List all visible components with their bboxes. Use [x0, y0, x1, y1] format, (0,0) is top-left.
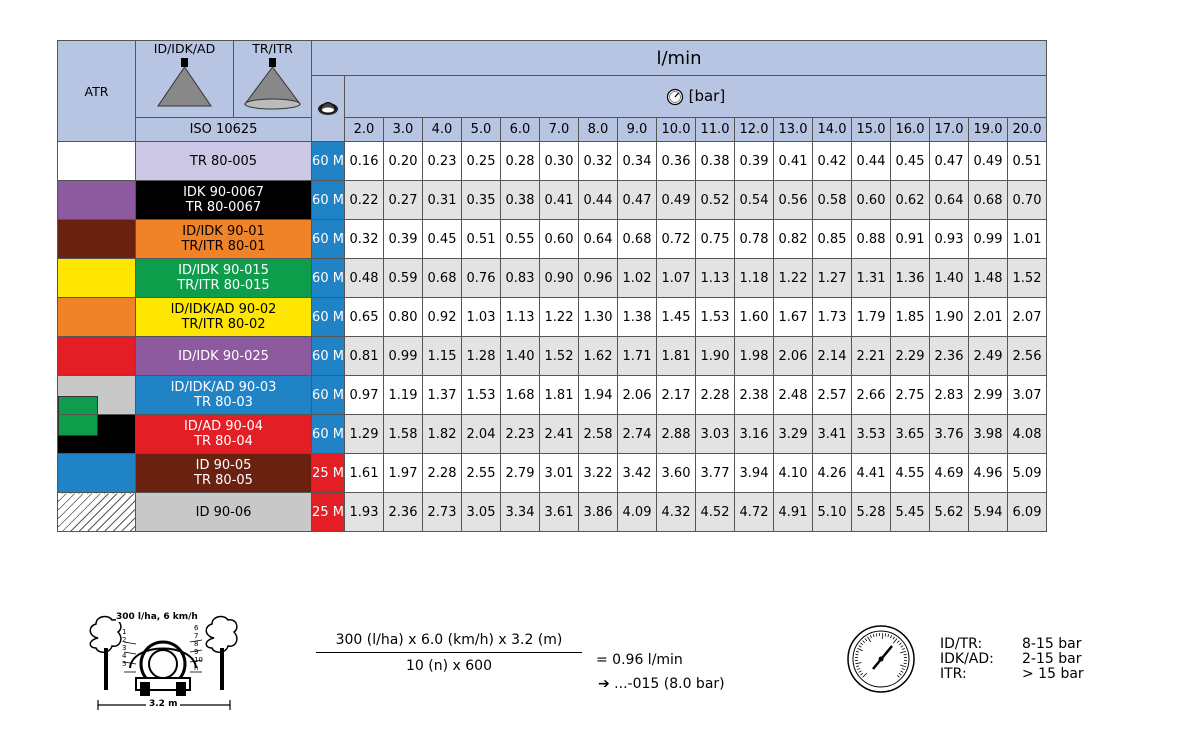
filter-mesh: 60 M	[312, 259, 345, 298]
flow-rate-cell: 0.35	[462, 181, 501, 220]
flow-rate-cell: 3.76	[930, 415, 969, 454]
pressure-gauge-large-icon	[846, 624, 916, 694]
flow-rate-cell: 1.97	[384, 454, 423, 493]
flow-rate-cell: 4.41	[852, 454, 891, 493]
flow-rate-cell: 2.99	[969, 376, 1008, 415]
flow-rate-cell: 1.79	[852, 298, 891, 337]
flow-rate-cell: 2.79	[501, 454, 540, 493]
flow-rate-cell: 1.31	[852, 259, 891, 298]
flow-rate-cell: 2.58	[579, 415, 618, 454]
filter-mesh: 60 M	[312, 298, 345, 337]
flow-rate-cell: 1.01	[1008, 220, 1047, 259]
flow-rate-cell: 1.36	[891, 259, 930, 298]
nozzle-name: ID 90-06	[136, 493, 312, 532]
flow-rate-cell: 2.29	[891, 337, 930, 376]
table-row	[58, 142, 1047, 181]
flow-rate-cell: 0.51	[1008, 142, 1047, 181]
pressure-value: 11.0	[696, 118, 735, 142]
flow-rate-cell: 0.68	[423, 259, 462, 298]
flow-rate-cell: 1.52	[540, 337, 579, 376]
flow-rate-cell: 6.09	[1008, 493, 1047, 532]
nozzle-type-a-label: ID/IDK/AD	[153, 41, 216, 56]
flow-rate-cell: 2.17	[657, 376, 696, 415]
flow-rate-cell: 1.22	[774, 259, 813, 298]
flow-rate-cell: 0.99	[384, 337, 423, 376]
flow-rate-cell: 0.39	[735, 142, 774, 181]
flow-rate-cell: 0.22	[345, 181, 384, 220]
flow-rate-cell: 3.86	[579, 493, 618, 532]
atr-color-swatch	[58, 415, 136, 454]
flow-rate-cell: 0.60	[852, 181, 891, 220]
flow-rate-cell: 3.29	[774, 415, 813, 454]
flow-rate-cell: 0.56	[774, 181, 813, 220]
nozzle-name: ID/IDK 90-015 TR/ITR 80-015	[136, 259, 312, 298]
atr-green-tab	[58, 415, 98, 437]
filter-header	[312, 76, 345, 142]
flow-rate-cell: 1.53	[462, 376, 501, 415]
flow-rate-cell: 4.91	[774, 493, 813, 532]
flow-rate-cell: 3.41	[813, 415, 852, 454]
flow-rate-cell: 0.44	[579, 181, 618, 220]
flow-rate-cell: 1.61	[345, 454, 384, 493]
flow-rate-cell: 0.92	[423, 298, 462, 337]
flow-rate-cell: 0.70	[1008, 181, 1047, 220]
flow-rate-cell: 3.05	[462, 493, 501, 532]
pressure-header	[345, 76, 1047, 118]
flow-rate-cell: 0.99	[969, 220, 1008, 259]
flow-rate-cell: 1.82	[423, 415, 462, 454]
flow-rate-cell: 4.72	[735, 493, 774, 532]
flow-rate-cell: 0.97	[345, 376, 384, 415]
flow-rate-cell: 2.04	[462, 415, 501, 454]
flow-rate-cell: 2.41	[540, 415, 579, 454]
flow-rate-cell: 0.32	[579, 142, 618, 181]
flow-rate-cell: 3.60	[657, 454, 696, 493]
pressure-value: 5.0	[462, 118, 501, 142]
nozzle-name: TR 80-005	[136, 142, 312, 181]
flow-rate-cell: 0.30	[540, 142, 579, 181]
flow-rate-cell: 0.27	[384, 181, 423, 220]
iso-label: ISO 10625	[136, 118, 312, 142]
flow-rate-cell: 1.71	[618, 337, 657, 376]
flow-rate-cell: 3.94	[735, 454, 774, 493]
atr-color-swatch	[58, 142, 136, 181]
atr-header: ATR	[58, 41, 136, 142]
flow-rate-cell: 3.42	[618, 454, 657, 493]
flow-rate-cell: 2.23	[501, 415, 540, 454]
pressure-gauge	[846, 624, 916, 698]
flow-rate-cell: 2.49	[969, 337, 1008, 376]
flow-rate-cell: 1.62	[579, 337, 618, 376]
flow-rate-cell: 0.51	[462, 220, 501, 259]
flow-rate-cell: 3.03	[696, 415, 735, 454]
flow-rate-cell: 1.40	[930, 259, 969, 298]
flow-rate-cell: 1.94	[579, 376, 618, 415]
flow-rate-cell: 2.28	[423, 454, 462, 493]
flow-rate-cell: 3.34	[501, 493, 540, 532]
flow-rate-cell: 3.65	[891, 415, 930, 454]
pressure-ranges	[940, 637, 1084, 682]
nozzle-name: IDK 90-0067 TR 80-0067	[136, 181, 312, 220]
flow-rate-cell: 4.32	[657, 493, 696, 532]
flow-rate-table	[57, 40, 1047, 532]
atr-color-swatch	[58, 376, 136, 415]
atr-color-swatch	[58, 493, 136, 532]
flow-rate-cell: 1.07	[657, 259, 696, 298]
pressure-value: 14.0	[813, 118, 852, 142]
hollow-cone-nozzle-icon	[240, 56, 306, 114]
flow-rate-cell: 1.19	[384, 376, 423, 415]
flow-rate-cell: 3.61	[540, 493, 579, 532]
flow-rate-cell: 4.52	[696, 493, 735, 532]
flow-rate-cell: 4.09	[618, 493, 657, 532]
flow-rate-cell: 0.68	[618, 220, 657, 259]
flow-rate-cell: 0.23	[423, 142, 462, 181]
flow-rate-cell: 0.16	[345, 142, 384, 181]
table-row	[58, 220, 1047, 259]
flow-rate-cell: 1.52	[1008, 259, 1047, 298]
pressure-value: 4.0	[423, 118, 462, 142]
flow-rate-cell: 1.18	[735, 259, 774, 298]
flow-rate-cell: 2.75	[891, 376, 930, 415]
formula-arrow-result: ➔ ...-015 (8.0 bar)	[598, 676, 725, 692]
flow-rate-cell: 2.36	[384, 493, 423, 532]
flow-rate-cell: 1.90	[696, 337, 735, 376]
flow-rate-cell: 1.93	[345, 493, 384, 532]
flow-rate-cell: 1.30	[579, 298, 618, 337]
flow-rate-cell: 0.64	[930, 181, 969, 220]
flow-rate-cell: 0.47	[618, 181, 657, 220]
flow-rate-cell: 3.07	[1008, 376, 1047, 415]
flow-rate-cell: 5.10	[813, 493, 852, 532]
flow-rate-cell: 0.85	[813, 220, 852, 259]
diagram-numbers-left: 1 2 3 4 5	[122, 628, 127, 668]
flow-rate-cell: 2.56	[1008, 337, 1047, 376]
atr-color-swatch	[58, 454, 136, 493]
flow-rate-cell: 1.68	[501, 376, 540, 415]
flow-rate-cell: 3.01	[540, 454, 579, 493]
flow-rate-cell: 0.52	[696, 181, 735, 220]
flow-rate-cell: 1.03	[462, 298, 501, 337]
flow-rate-cell: 4.69	[930, 454, 969, 493]
flow-rate-cell: 4.26	[813, 454, 852, 493]
flow-rate-cell: 2.66	[852, 376, 891, 415]
pressure-value: 10.0	[657, 118, 696, 142]
formula-denominator: 10 (n) x 600	[406, 658, 492, 674]
flow-rate-cell: 1.85	[891, 298, 930, 337]
flow-rate-cell: 0.31	[423, 181, 462, 220]
flow-rate-cell: 1.38	[618, 298, 657, 337]
flow-rate-cell: 1.28	[462, 337, 501, 376]
flow-rate-cell: 0.36	[657, 142, 696, 181]
pressure-value: 9.0	[618, 118, 657, 142]
flow-rate-cell: 0.49	[969, 142, 1008, 181]
filter-icon	[316, 96, 340, 118]
flow-rate-cell: 5.94	[969, 493, 1008, 532]
atr-color-swatch	[58, 181, 136, 220]
flow-rate-cell: 0.48	[345, 259, 384, 298]
pressure-value: 16.0	[891, 118, 930, 142]
flow-rate-cell: 0.68	[969, 181, 1008, 220]
nozzle-name: ID/AD 90-04 TR 80-04	[136, 415, 312, 454]
flow-rate-cell: 5.28	[852, 493, 891, 532]
flow-rate-cell: 1.29	[345, 415, 384, 454]
filter-mesh: 60 M	[312, 376, 345, 415]
flow-rate-cell: 0.96	[579, 259, 618, 298]
range-row: IDK/AD: 2-15 bar	[940, 651, 1082, 667]
flow-rate-cell: 1.67	[774, 298, 813, 337]
flow-rate-cell: 1.73	[813, 298, 852, 337]
flow-rate-cell: 0.59	[384, 259, 423, 298]
pressure-value: 15.0	[852, 118, 891, 142]
flow-rate-cell: 2.38	[735, 376, 774, 415]
atr-color-swatch	[58, 298, 136, 337]
flow-unit-header: l/min	[312, 41, 1047, 76]
flow-rate-cell: 0.64	[579, 220, 618, 259]
flow-rate-cell: 1.60	[735, 298, 774, 337]
pressure-value: 8.0	[579, 118, 618, 142]
flow-rate-cell: 0.72	[657, 220, 696, 259]
flow-rate-cell: 2.57	[813, 376, 852, 415]
flow-rate-cell: 1.22	[540, 298, 579, 337]
flow-rate-cell: 2.14	[813, 337, 852, 376]
range-row: ID/TR: 8-15 bar	[940, 636, 1082, 652]
flow-rate-cell: 0.60	[540, 220, 579, 259]
flow-rate-cell: 1.53	[696, 298, 735, 337]
nozzle-name: ID/IDK 90-025	[136, 337, 312, 376]
flow-rate-cell: 5.45	[891, 493, 930, 532]
filter-mesh: 60 M	[312, 181, 345, 220]
atr-green-tab	[58, 396, 98, 415]
flow-rate-cell: 3.22	[579, 454, 618, 493]
flow-rate-cell: 3.53	[852, 415, 891, 454]
flow-rate-cell: 1.48	[969, 259, 1008, 298]
flow-rate-cell: 2.83	[930, 376, 969, 415]
diagram-width: 3.2 m	[146, 699, 180, 709]
filter-mesh: 25 M	[312, 454, 345, 493]
pressure-value: 7.0	[540, 118, 579, 142]
pressure-value: 20.0	[1008, 118, 1047, 142]
atr-color-swatch	[58, 259, 136, 298]
pressure-value: 19.0	[969, 118, 1008, 142]
flow-rate-cell: 5.62	[930, 493, 969, 532]
flow-rate-cell: 2.01	[969, 298, 1008, 337]
flow-rate-cell: 0.54	[735, 181, 774, 220]
atr-color-swatch	[58, 220, 136, 259]
nozzle-name: ID/IDK/AD 90-02 TR/ITR 80-02	[136, 298, 312, 337]
pressure-value: 17.0	[930, 118, 969, 142]
flow-rate-cell: 0.38	[696, 142, 735, 181]
flow-rate-cell: 0.78	[735, 220, 774, 259]
flow-rate-cell: 4.08	[1008, 415, 1047, 454]
flow-rate-cell: 1.40	[501, 337, 540, 376]
flow-rate-cell: 2.88	[657, 415, 696, 454]
flow-rate-cell: 0.80	[384, 298, 423, 337]
flow-rate-cell: 2.36	[930, 337, 969, 376]
formula-result: = 0.96 l/min	[596, 652, 683, 668]
flow-rate-cell: 0.34	[618, 142, 657, 181]
flow-rate-cell: 0.82	[774, 220, 813, 259]
flow-rate-cell: 0.45	[423, 220, 462, 259]
table-row	[58, 337, 1047, 376]
flow-rate-cell: 2.74	[618, 415, 657, 454]
flow-rate-cell: 0.76	[462, 259, 501, 298]
flow-rate-cell: 0.58	[813, 181, 852, 220]
flow-rate-cell: 1.98	[735, 337, 774, 376]
table-row	[58, 259, 1047, 298]
flow-rate-cell: 1.02	[618, 259, 657, 298]
pressure-value: 6.0	[501, 118, 540, 142]
flow-rate-cell: 0.41	[540, 181, 579, 220]
filter-mesh: 25 M	[312, 493, 345, 532]
table-row	[58, 298, 1047, 337]
filter-mesh: 60 M	[312, 415, 345, 454]
nozzle-name: ID/IDK/AD 90-03 TR 80-03	[136, 376, 312, 415]
atr-color-swatch	[58, 337, 136, 376]
flow-rate-cell: 2.55	[462, 454, 501, 493]
table-row	[58, 454, 1047, 493]
pressure-value: 13.0	[774, 118, 813, 142]
flow-rate-cell: 1.81	[540, 376, 579, 415]
flow-rate-cell: 0.83	[501, 259, 540, 298]
flow-rate-cell: 3.16	[735, 415, 774, 454]
pressure-value: 12.0	[735, 118, 774, 142]
nozzle-type-b-label: TR/ITR	[252, 41, 293, 56]
filter-mesh: 60 M	[312, 142, 345, 181]
diagram-numbers-right: 6 7 8 9 10 n	[194, 624, 203, 672]
flow-rate-cell: 0.91	[891, 220, 930, 259]
filter-mesh: 60 M	[312, 337, 345, 376]
flow-rate-cell: 4.55	[891, 454, 930, 493]
pressure-gauge-icon	[666, 88, 684, 106]
pressure-value: 2.0	[345, 118, 384, 142]
flow-rate-cell: 0.25	[462, 142, 501, 181]
flow-rate-cell: 4.10	[774, 454, 813, 493]
flow-rate-cell: 4.96	[969, 454, 1008, 493]
flow-rate-cell: 0.47	[930, 142, 969, 181]
flow-rate-cell: 0.75	[696, 220, 735, 259]
flow-rate-cell: 1.37	[423, 376, 462, 415]
range-row: ITR: > 15 bar	[940, 666, 1084, 682]
flow-rate-cell: 2.07	[1008, 298, 1047, 337]
filter-mesh: 60 M	[312, 220, 345, 259]
table-row	[58, 376, 1047, 415]
flow-rate-cell: 0.90	[540, 259, 579, 298]
table-row	[58, 415, 1047, 454]
flow-rate-cell: 3.77	[696, 454, 735, 493]
flow-rate-cell: 2.48	[774, 376, 813, 415]
nozzle-type-a	[136, 41, 234, 118]
diagram-label: 300 l/ha, 6 km/h	[116, 612, 198, 622]
flow-rate-cell: 0.20	[384, 142, 423, 181]
flow-rate-cell: 0.45	[891, 142, 930, 181]
flat-fan-nozzle-icon	[150, 56, 220, 114]
nozzle-type-b	[234, 41, 312, 118]
flow-rate-cell: 2.28	[696, 376, 735, 415]
flow-rate-cell: 0.42	[813, 142, 852, 181]
flow-rate-cell: 0.32	[345, 220, 384, 259]
pressure-unit: [bar]	[688, 87, 726, 106]
nozzle-name: ID 90-05 TR 80-05	[136, 454, 312, 493]
table-row	[58, 181, 1047, 220]
flow-rate-cell: 0.44	[852, 142, 891, 181]
flow-rate-cell: 0.81	[345, 337, 384, 376]
formula	[316, 632, 582, 674]
flow-rate-cell: 2.06	[774, 337, 813, 376]
flow-rate-cell: 1.15	[423, 337, 462, 376]
flow-rate-cell: 2.06	[618, 376, 657, 415]
flow-rate-cell: 5.09	[1008, 454, 1047, 493]
nozzle-name: ID/IDK 90-01 TR/ITR 80-01	[136, 220, 312, 259]
flow-rate-cell: 3.98	[969, 415, 1008, 454]
flow-rate-cell: 1.90	[930, 298, 969, 337]
flow-rate-cell: 0.65	[345, 298, 384, 337]
flow-rate-cell: 2.73	[423, 493, 462, 532]
flow-rate-cell: 1.81	[657, 337, 696, 376]
flow-rate-cell: 0.39	[384, 220, 423, 259]
flow-rate-cell: 0.41	[774, 142, 813, 181]
flow-rate-cell: 0.49	[657, 181, 696, 220]
flow-rate-cell: 1.13	[501, 298, 540, 337]
flow-rate-cell: 0.93	[930, 220, 969, 259]
flow-rate-cell: 0.28	[501, 142, 540, 181]
flow-rate-cell: 2.21	[852, 337, 891, 376]
table-row	[58, 493, 1047, 532]
flow-rate-cell: 0.55	[501, 220, 540, 259]
pressure-value: 3.0	[384, 118, 423, 142]
sprayer-diagram	[84, 612, 244, 714]
flow-rate-cell: 1.45	[657, 298, 696, 337]
flow-rate-cell: 1.58	[384, 415, 423, 454]
formula-numerator: 300 (l/ha) x 6.0 (km/h) x 3.2 (m)	[316, 632, 582, 653]
flow-rate-cell: 1.13	[696, 259, 735, 298]
flow-rate-cell: 0.88	[852, 220, 891, 259]
flow-rate-cell: 1.27	[813, 259, 852, 298]
flow-rate-cell: 0.62	[891, 181, 930, 220]
flow-rate-cell: 0.38	[501, 181, 540, 220]
